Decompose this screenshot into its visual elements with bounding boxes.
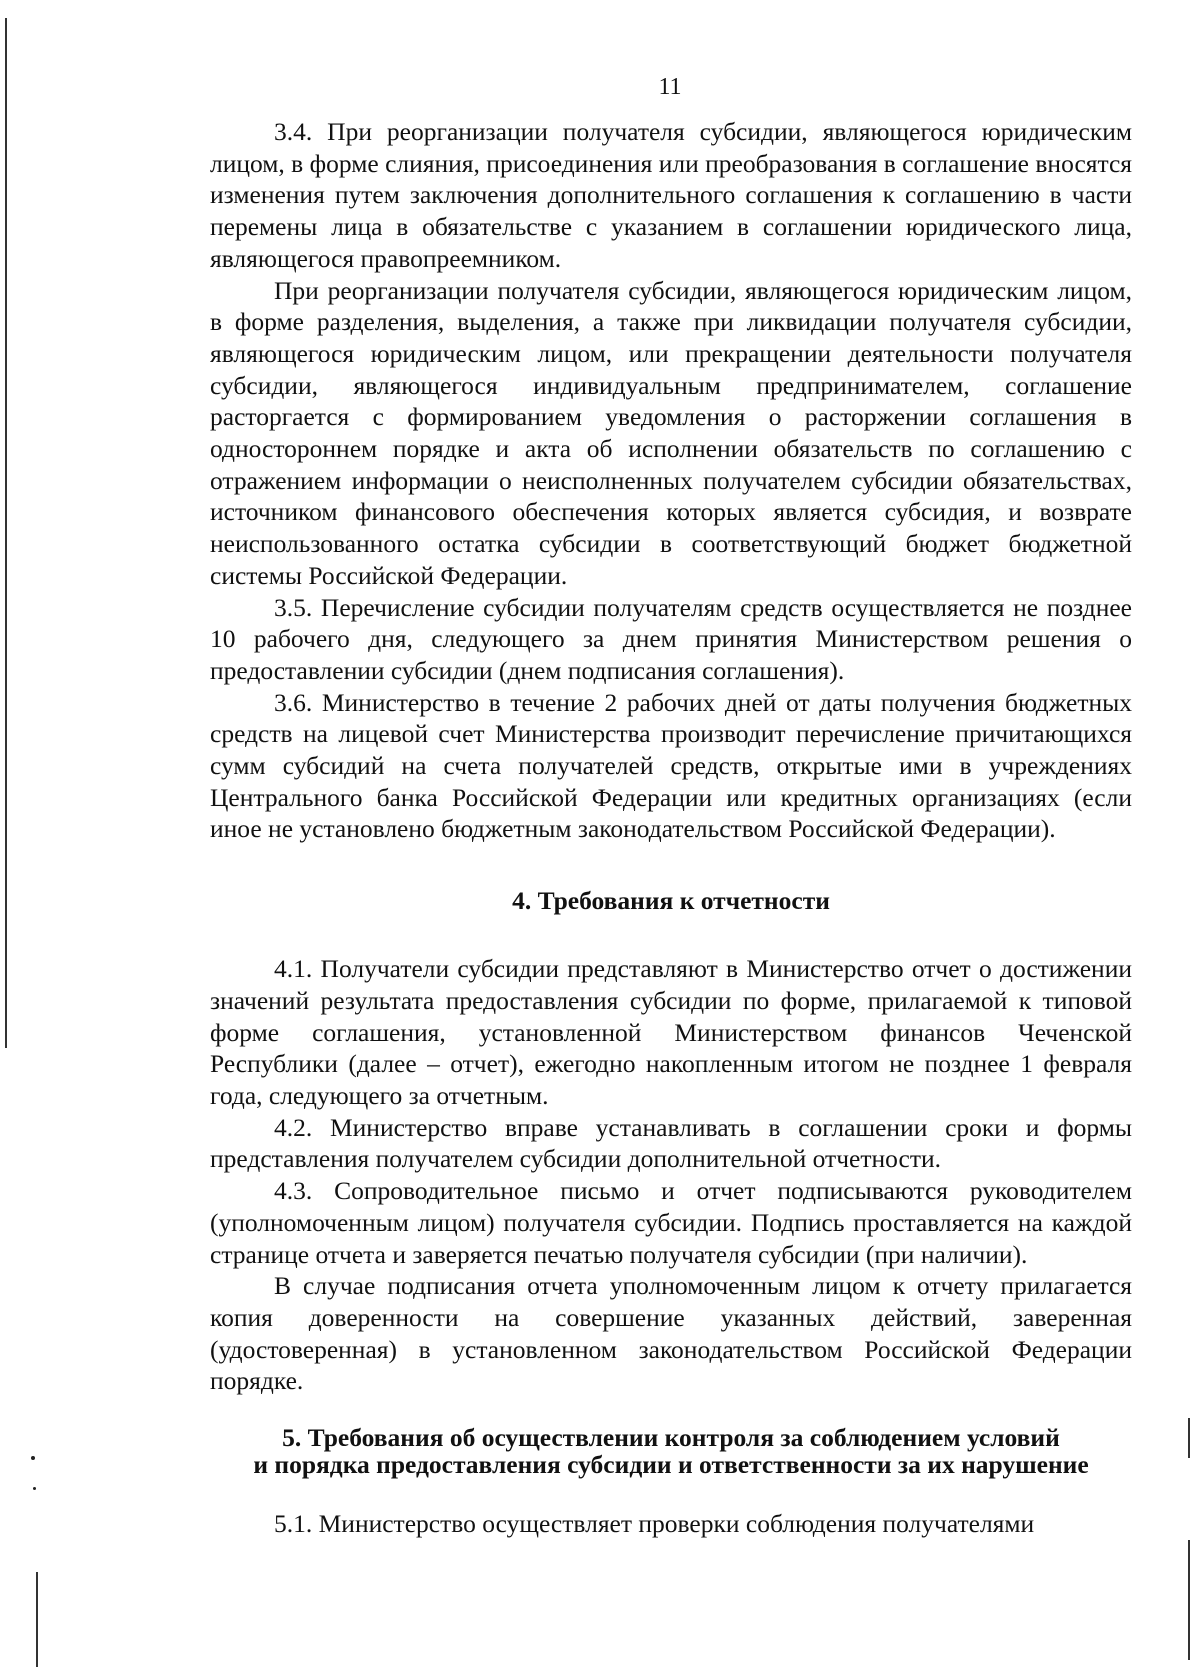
paragraph-3-6: 3.6. Министерство в течение 2 рабочих дней от даты получения бюджетных средств на лицевой счет Министерства производит перечисление причитающихся сумм субсидий на счета получателей средств, открытые ими в учреждениях Центрального банка Российской Федерации или кредитных организациях (если иное не установлено бюджетным законодательством Российской Федерации).: [210, 687, 1132, 844]
scan-edge-line-right: [1188, 1540, 1190, 1660]
paragraph-4-3: 4.3. Сопроводительное письмо и отчет подписываются руководителем (уполномоченным лицом) получателя субсидии. Подпись проставляется на каждой странице отчета и заверяется печатью получателя субсидии (при наличии).: [210, 1176, 1132, 1269]
scan-speck: [33, 1487, 36, 1490]
paragraph-4-1: 4.1. Получатели субсидии представляют в Министерство отчет о достижении значений результата предоставления субсидии по форме, прилагаемой к типовой форме соглашения, установленной Министерством финансов Чеченской Республики (далее – отчет), ежегодно накопленным итогом не позднее 1 февраля года, следующего за отчетным.: [210, 954, 1132, 1110]
scan-edge-line-left-lower: [36, 1572, 38, 1667]
paragraph-5-1: 5.1. Министерство осуществляет проверки соблюдения получателями: [274, 1509, 1035, 1539]
paragraph-reorganization: При реорганизации получателя субсидии, являющегося юридическим лицом, в форме разделения, выделения, а также при ликвидации получателя субсидии, являющегося юридическим лицом, или прекращении деятельности получателя субсидии, являющегося индивидуальным предпринимателем, соглашение расторгается с формированием уведомления о расторжении соглашения в одностороннем порядке и акта об исполнении обязательств по соглашению с отражением информации о неисполненных получателем субсидии обязательствах, источником финансового обеспечения которых является субсидия, и возврате неиспользованного остатка субсидии в соответствующий бюджет бюджетной системы Российской Федерации.: [210, 275, 1132, 590]
scan-speck: [31, 1456, 35, 1460]
scan-edge-tick-right: [1188, 1418, 1190, 1458]
paragraph-3-4: 3.4. При реорганизации получателя субсидии, являющегося юридическим лицом, в форме слияния, присоединения или преобразования в соглашение вносятся изменения путем заключения дополнительного соглашения к соглашению в части перемены лица в обязательстве с указанием в соглашении юридического лица, являющегося правопреемником.: [210, 117, 1132, 273]
section-4-heading: 4. Требования к отчетности: [512, 886, 830, 916]
section-5-heading-line1: 5. Требования об осуществлении контроля за соблюдением условий: [282, 1423, 1060, 1453]
paragraph-power-of-attorney: В случае подписания отчета уполномоченным лицом к отчету прилагается копия доверенности на совершение указанных действий, заверенная (удостоверенная) в установленном законодательством Российской Федерации порядке.: [210, 1271, 1132, 1396]
scan-edge-line-left: [5, 18, 7, 1048]
page-number: 11: [658, 74, 682, 100]
document-body: [210, 116, 1132, 1540]
section-5-heading: [210, 1424, 1132, 1478]
paragraph-3-5: 3.5. Перечисление субсидии получателям средств осуществляется не позднее 10 рабочего дня, следующего за днем принятия Министерством решения о предоставлении субсидии (днем подписания соглашения).: [210, 592, 1132, 685]
section-5-heading-line2: и порядка предоставления субсидии и ответственности за их нарушение: [253, 1450, 1089, 1480]
paragraph-4-2: 4.2. Министерство вправе устанавливать в соглашении сроки и формы представления получателем субсидии дополнительной отчетности.: [210, 1112, 1132, 1174]
